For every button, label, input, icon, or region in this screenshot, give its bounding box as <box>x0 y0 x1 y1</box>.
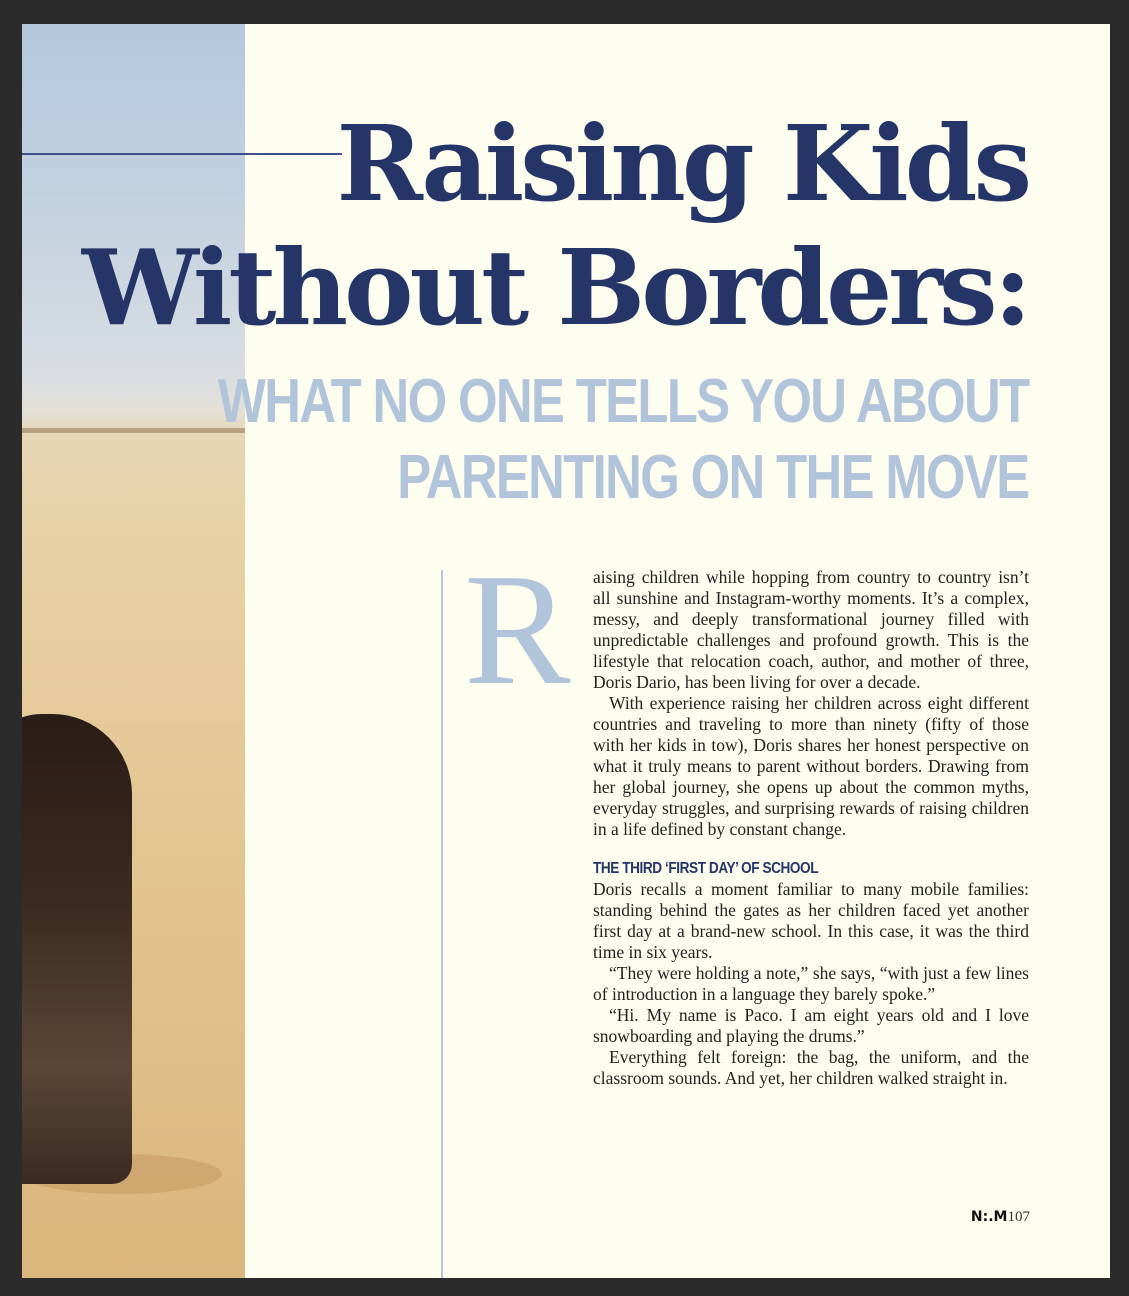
paragraph: aising children while hopping from country to country isn’t all sunshine and Instagram-worthy moments. It’s a complex, messy, and deeply transformational journey filled with unpredictable challenges and profound growth. This is the lifestyle that relocation coach, author, and mother of three, Doris Dario, has been living for over a decade. <box>593 567 1029 692</box>
seated-figure <box>22 714 132 1184</box>
article-body <box>593 567 1029 1089</box>
horizon <box>22 428 245 433</box>
subtitle-line: PARENTING ON THE MOVE <box>396 443 1028 512</box>
paragraph: With experience raising her children across eight different countries and traveling to more than ninety (fifty of those with her kids in tow), Doris shares her honest perspective on what it truly means to parent without borders. Drawing from her global journey, she opens up about the common myths, everyday struggles, and surprising rewards of raising children in a life defined by constant change. <box>593 693 1029 839</box>
article-subtitle <box>217 364 1028 516</box>
page-number: 107 <box>1007 1209 1030 1225</box>
magazine-logo: N:.M <box>970 1209 1008 1225</box>
subtitle-line: WHAT NO ONE TELLS YOU ABOUT <box>217 367 1028 436</box>
column-rule <box>441 570 443 1278</box>
drop-cap: R <box>464 540 571 718</box>
title-line: Raising Kids <box>336 102 1028 225</box>
title-line: Without Borders: <box>81 226 1028 349</box>
page-folio <box>971 1209 1030 1226</box>
paragraph: Everything felt foreign: the bag, the uniform, and the classroom sounds. And yet, her children walked straight in. <box>593 1047 1029 1088</box>
section-heading: THE THIRD ‘FIRST DAY’ OF SCHOOL <box>593 860 819 877</box>
article-title <box>82 102 1028 350</box>
paragraph: Doris recalls a moment familiar to many mobile families: standing behind the gates as her children faced yet another first day at a brand-new school. In this case, it was the third time in six years. <box>593 879 1029 962</box>
paragraph: “They were holding a note,” she says, “with just a few lines of introduction in a language they barely spoke.” <box>593 963 1029 1004</box>
paragraph: “Hi. My name is Paco. I am eight years old and I love snowboarding and playing the drums.” <box>593 1005 1029 1046</box>
magazine-page <box>22 24 1110 1278</box>
